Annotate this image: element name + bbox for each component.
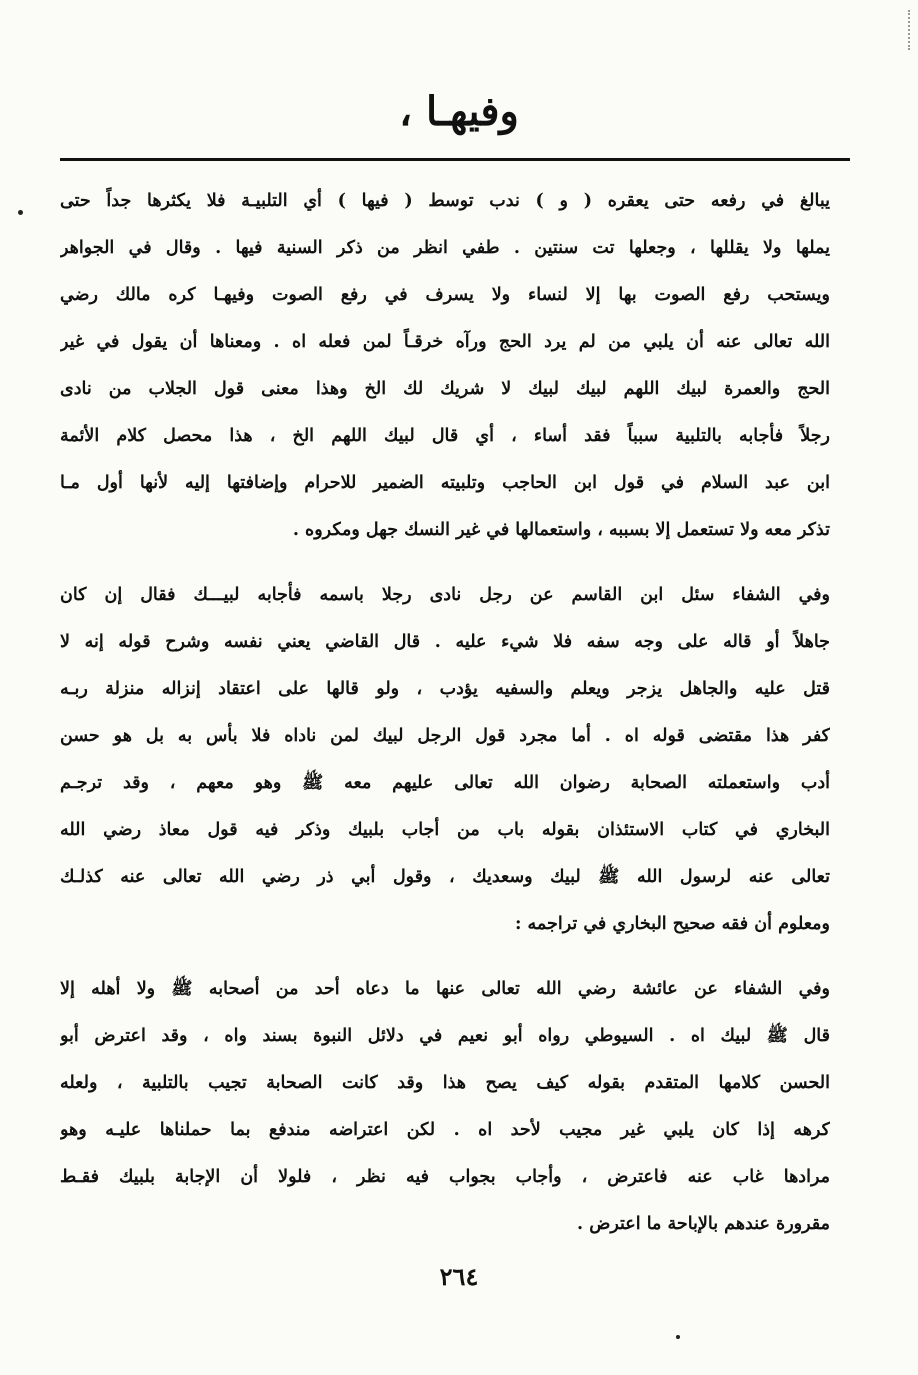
text-line: البخاري في كتاب الاستئذان بقوله باب من أجاب بلبيك وذكر فيه قول معاذ رضي الله [60,820,830,840]
text-line: يبالغ في رفعه حتى يعقره ( و ) ندب توسط ( فيها ) أي التلبيـة فلا يكثرها جداً حتى [60,191,830,211]
text-line: الحسن كلامها المتقدم بقوله كيف يصح هذا وقد كانت الصحابة تجيب بالتلبية ، ولعله [60,1073,830,1093]
text-line: مرادها غاب عنه فاعترض ، وأجاب بجواب فيه نظر ، فلولا أن الإجابة بلبيك فقـط [60,1167,830,1187]
header-divider [60,158,850,161]
text-line: أدب واستعملته الصحابة رضوان الله تعالى عليهم معه ﷺ وهو معهم ، وقد ترجـم [60,773,830,793]
paragraph-gap [60,948,830,966]
text-line: كرهه إذا كان يلبي غير مجيب لأحد اه . لكن اعتراضه مندفع بما حملناها عليـه وهو [60,1120,830,1140]
text-line: تعالى عنه لرسول الله ﷺ لبيك وسعديك ، وقول أبي ذر رضي الله تعالى عنه كذلـك [60,867,830,887]
text-line: مقرورة عندهم بالإباحة ما اعترض . [577,1214,830,1234]
text-line: كفر هذا مقتضى قوله اه . أما مجرد قول الرجل لبيك لمن ناداه فلا بأس به بل هو حسن [60,726,830,746]
page-header-title: وفيهـا ، [399,88,519,135]
margin-dot [18,210,23,215]
scan-speck [902,10,910,50]
text-line: رجلاً فأجابه بالتلبية سبباً فقد أساء ، أي قال لبيك اللهم الخ ، هذا محصل كلام الأئمة [60,426,830,446]
paragraph [60,178,830,554]
paragraph [60,572,830,948]
paragraph-gap [60,554,830,572]
text-line: وفي الشفاء سئل ابن القاسم عن رجل نادى رجلا باسمه فأجابه لبيـــك فقال إن كان [60,585,830,605]
text-line: قال ﷺ لبيك اه . السيوطي رواه أبو نعيم في دلائل النبوة بسند واه ، وقد اعترض أبو [60,1026,830,1046]
text-line: وفي الشفاء عن عائشة رضي الله تعالى عنها ما دعاه أحد من أصحابه ﷺ ولا أهله إلا [60,979,830,999]
body-text [60,178,830,1248]
text-line: ومعلوم أن فقه صحيح البخاري في تراجمه : [515,914,830,934]
text-line: ابن عبد السلام في قول ابن الحاجب وتلبيته الضمير للاحرام وإضافتها إليه لأنها أول مـا [60,473,830,493]
text-line: ويستحب رفع الصوت بها إلا لنساء ولا يسرف في رفع الصوت وفيهـا كره مالك رضي [60,285,830,305]
page-number: ٢٦٤ [439,1262,479,1291]
text-line: الحج والعمرة لبيك اللهم لبيك لبيك لا شريك لك الخ وهذا معنى قول الجلاب من نادى [60,379,830,399]
text-line: الله تعالى عنه أن يلبي من لم يرد الحج ورآه خرقـاً لمن فعله اه . ومعناها أن يقول في غير [60,332,830,352]
text-line: جاهلاً أو قاله على وجه سفه فلا شيء عليه . قال القاضي يعني نفسه وشرح قوله إنه لا [60,632,830,652]
paragraph [60,966,830,1248]
text-line: يملها ولا يقللها ، وجعلها تت سنتين . طفي انظر من ذكر السنية فيها . وقال في الجواهر [60,238,830,258]
text-line: قتل عليه والجاهل يزجر ويعلم والسفيه يؤدب ، ولو قالها على اعتقاد إنزاله منزلة ربـه [60,679,830,699]
text-line: تذكر معه ولا تستعمل إلا بسببه ، واستعمالها في غير النسك جهل ومكروه . [292,520,830,540]
margin-dot [676,1335,680,1339]
